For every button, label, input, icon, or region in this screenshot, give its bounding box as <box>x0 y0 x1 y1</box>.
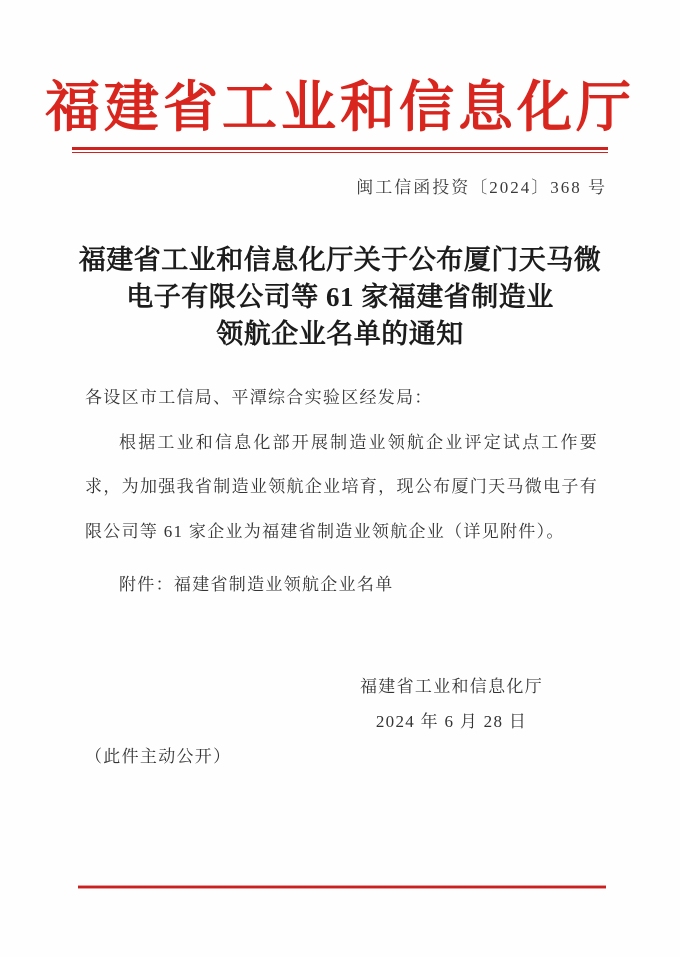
signature-block <box>360 675 543 734</box>
issue-date: 2024 年 6 月 28 日 <box>375 711 528 731</box>
document-title-line-3: 领航企业名单的通知 <box>216 319 464 349</box>
disclosure-note: （此件主动公开） <box>85 746 232 766</box>
attachment-line: 附件：福建省制造业领航企业名单 <box>119 575 394 594</box>
document-body <box>85 376 598 554</box>
signer-name: 福建省工业和信息化厅 <box>360 676 543 696</box>
agency-masthead: 福建省工业和信息化厅 <box>44 77 635 138</box>
document-title-line-1: 福建省工业和信息化厅关于公布厦门天马微 <box>78 245 602 275</box>
header-divider-thick-line <box>72 147 608 150</box>
document-title-line-2: 电子有限公司等 61 家福建省制造业 <box>126 282 554 312</box>
bottom-divider <box>78 885 606 889</box>
document-title <box>0 242 680 353</box>
header-divider <box>72 147 608 153</box>
body-paragraph: 根据工业和信息化部开展制造业领航企业评定试点工作要求，为加强我省制造业领航企业培育，现公布厦门天马微电子有限公司等 61 家企业为福建省制造业领航企业（详见附件）。 <box>85 432 598 541</box>
header-divider-thin-line <box>72 152 608 153</box>
salutation: 各设区市工信局、平潭综合实验区经发局： <box>85 388 433 407</box>
doc-number: 闽工信函投资〔2024〕368 号 <box>356 178 607 197</box>
